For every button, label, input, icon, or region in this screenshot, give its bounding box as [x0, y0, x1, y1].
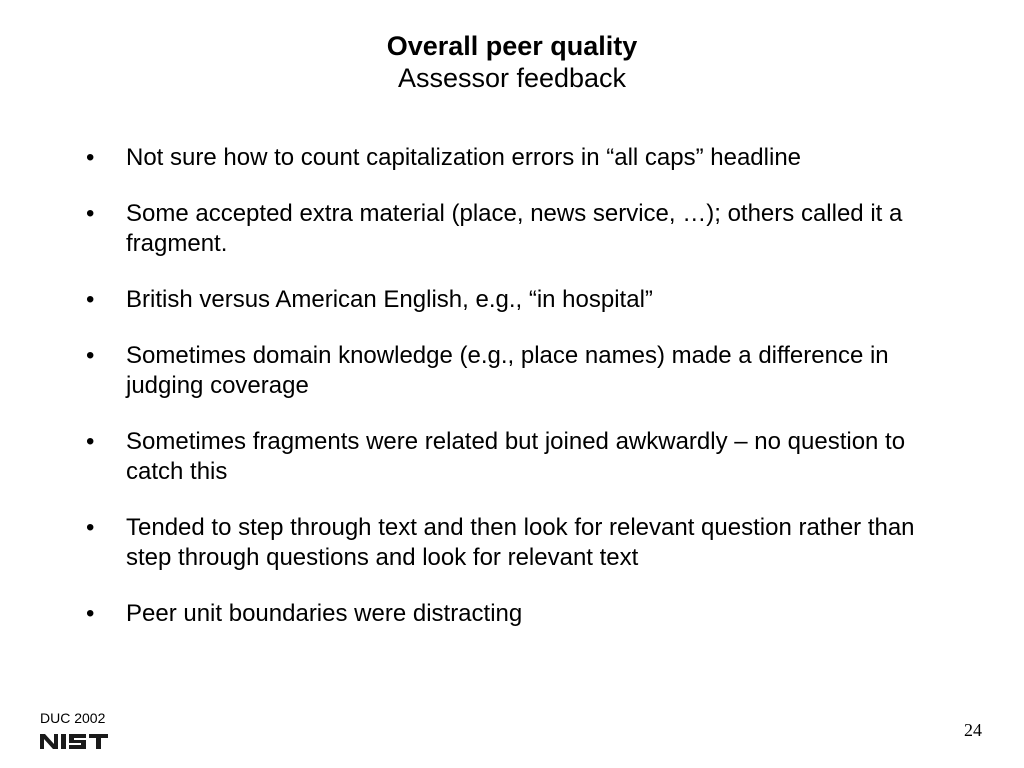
- bullet-text: Not sure how to count capitalization errors in “all caps” headline: [126, 144, 802, 171]
- bullet-dot-icon: •: [86, 342, 95, 369]
- bullet-text: British versus American English, e.g., “in hospital”: [126, 286, 653, 313]
- bullet-dot-icon: •: [86, 600, 95, 627]
- nist-logo-icon: [40, 732, 116, 750]
- bullet-item: [86, 341, 946, 401]
- bullet-item: [86, 285, 946, 315]
- page-number: 24: [964, 720, 982, 740]
- bullet-text: Peer unit boundaries were distracting: [126, 600, 523, 627]
- bullet-item: [86, 143, 946, 173]
- bullet-list: [86, 143, 946, 655]
- bullet-dot-icon: •: [86, 286, 95, 313]
- bullet-dot-icon: •: [86, 514, 95, 541]
- bullet-dot-icon: •: [86, 200, 95, 227]
- bullet-item: [86, 513, 946, 573]
- title-block: [0, 30, 1024, 94]
- bullet-dot-icon: •: [86, 144, 95, 171]
- slide-title: Overall peer quality: [386, 31, 638, 61]
- bullet-item: [86, 599, 946, 629]
- bullet-text: Tended to step through text and then look for relevant question rather than step through questions and look for relevant text: [126, 514, 915, 571]
- bullet-text: Sometimes fragments were related but joined awkwardly – no question to catch this: [126, 428, 906, 485]
- bullet-text: Sometimes domain knowledge (e.g., place names) made a difference in judging coverage: [126, 342, 889, 399]
- bullet-text: Some accepted extra material (place, news service, …); others called it a fragment.: [126, 200, 903, 257]
- slide-subtitle: Assessor feedback: [397, 63, 627, 93]
- bullet-item: [86, 199, 946, 259]
- bullet-dot-icon: •: [86, 428, 95, 455]
- bullet-item: [86, 427, 946, 487]
- event-label: DUC 2002: [40, 710, 106, 726]
- footer-branding: [40, 709, 130, 750]
